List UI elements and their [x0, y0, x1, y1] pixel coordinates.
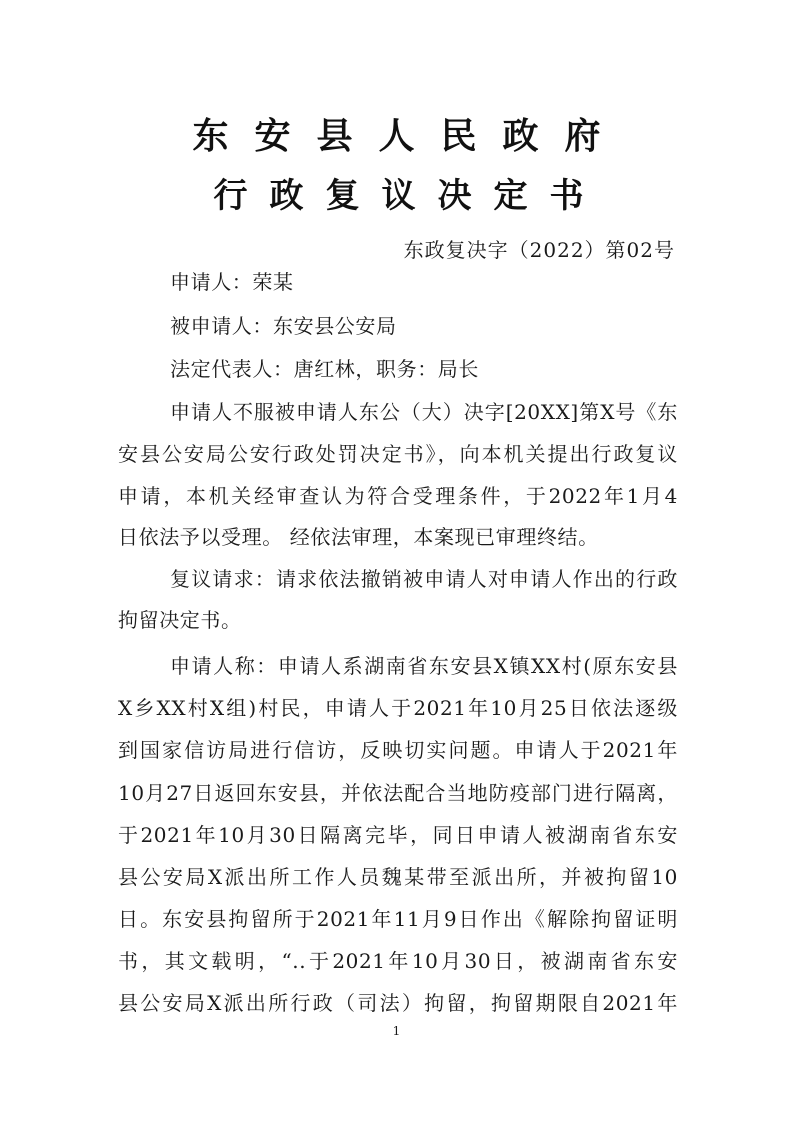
para1-line: 安县公安局公安行政处罚决定书》，向本机关提出行政复议 [118, 442, 678, 466]
applicant-line: 申请人：荣某 [170, 270, 294, 294]
document-title-line2: 行政复议决定书 [213, 176, 606, 216]
para3-line: 申请人称：申请人系湖南省东安县X镇XX村(原东安县 [170, 654, 678, 678]
para3-line: 10月27日返回东安县，并依法配合当地防疫部门进行隔离， [118, 781, 678, 805]
para3-line: 于2021年10月30日隔离完毕，同日申请人被湖南省东安 [118, 823, 678, 847]
para3-line: 日。东安县拘留所于2021年11月9日作出《解除拘留证明 [118, 907, 678, 931]
document-number: 东政复决字（2022）第02号 [403, 238, 675, 262]
para2-line: 复议请求：请求依法撤销被申请人对申请人作出的行政 [170, 567, 678, 591]
para3-line: 县公安局X派出所工作人员魏某带至派出所，并被拘留10 [118, 865, 678, 889]
para3-line: 书，其文载明，“..于2021年10月30日，被湖南省东安 [118, 949, 678, 973]
page-number: 1 [392, 1024, 401, 1038]
para3-line: 县公安局X派出所行政（司法）拘留，拘留期限自2021年 [118, 991, 678, 1015]
para1-line: 日依法予以受理。 经依法审理，本案现已审理终结。 [118, 525, 599, 549]
para1-line: 申请，本机关经审查认为符合受理条件，于2022年1月4 [118, 484, 678, 508]
legal-rep-line: 法定代表人：唐红林，职务：局长 [170, 357, 479, 381]
para3-line: 到国家信访局进行信访，反映切实问题。申请人于2021年 [118, 738, 678, 762]
respondent-line: 被申请人：东安县公安局 [170, 314, 397, 338]
para2-line: 拘留决定书。 [118, 608, 242, 632]
para3-line: X乡XX村X组)村民，申请人于2021年10月25日依法逐级 [118, 696, 678, 720]
document-title-line1: 东安县人民政府 [192, 115, 627, 157]
para1-line: 申请人不服被申请人东公（大）决字[20XX]第X号《东 [170, 400, 678, 424]
